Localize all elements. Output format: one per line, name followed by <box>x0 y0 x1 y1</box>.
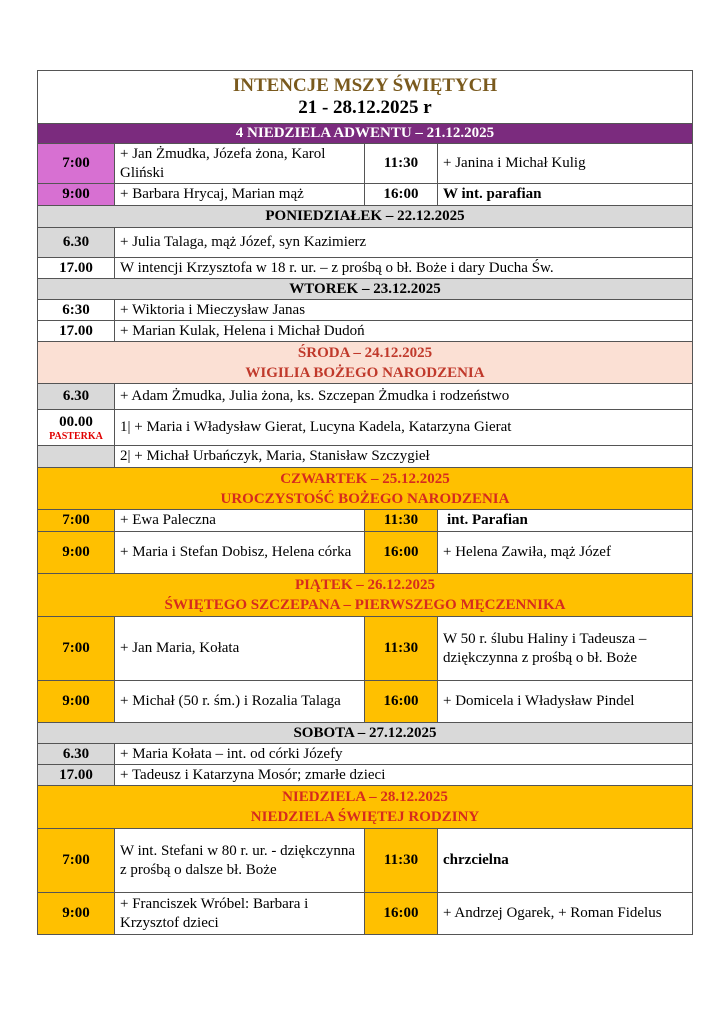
mass-intention: + Maria i Stefan Dobisz, Helena córka <box>120 544 352 560</box>
day-heading-sunday-holy-family: NIEDZIELA – 28.12.2025 NIEDZIELA ŚWIĘTEJ RODZINY <box>38 786 692 829</box>
mass-row <box>38 893 692 935</box>
mass-intention: + Maria Kołata – int. od córki Józefy <box>120 745 343 762</box>
mass-row <box>38 744 692 765</box>
mass-row <box>38 829 692 893</box>
mass-row <box>38 446 692 468</box>
mass-intention: + Janina i Michał Kulig <box>443 155 586 171</box>
mass-time: 17.00 <box>38 765 115 785</box>
mass-time: 00.00 <box>59 413 93 430</box>
mass-intention: 1| + Maria i Władysław Gierat, Lucyna Kadela, Katarzyna Gierat <box>120 419 512 435</box>
mass-time: 16:00 <box>364 184 438 205</box>
mass-intention: + Barbara Hrycaj, Marian mąż <box>120 186 304 202</box>
day-heading-sunday-advent: 4 NIEDZIELA ADWENTU – 21.12.2025 <box>38 124 692 144</box>
mass-intention: int. Parafian <box>447 512 528 528</box>
mass-row <box>38 765 692 786</box>
mass-time: 11:30 <box>364 617 438 680</box>
mass-time: 9:00 <box>38 681 115 722</box>
header <box>38 71 692 124</box>
mass-row <box>38 681 692 723</box>
day-heading-wednesday: ŚRODA – 24.12.2025 WIGILIA BOŻEGO NARODZENIA <box>38 342 692 384</box>
mass-row <box>38 300 692 321</box>
mass-row <box>38 144 692 184</box>
mass-row <box>38 410 692 446</box>
mass-time-cell <box>38 410 115 445</box>
mass-intention: + Julia Talaga, mąż Józef, syn Kazimierz <box>120 234 367 250</box>
mass-time: 7:00 <box>38 829 115 892</box>
mass-time: 6:30 <box>38 300 115 320</box>
mass-intention: W int. Stefani w 80 r. ur. - dziękczynna z prośbą o dalsze bł. Boże <box>120 842 356 878</box>
pasterka-label: PASTERKA <box>49 430 103 442</box>
mass-time: 11:30 <box>364 144 438 183</box>
mass-time: 6.30 <box>38 744 115 764</box>
mass-row <box>38 228 692 258</box>
mass-row <box>38 321 692 342</box>
mass-intention: W int. parafian <box>443 186 542 202</box>
date-range: 21 - 28.12.2025 r <box>298 97 432 118</box>
mass-intention: chrzcielna <box>443 852 509 868</box>
mass-time: 6.30 <box>38 228 115 257</box>
mass-intention: 2| + Michał Urbańczyk, Maria, Stanisław Szczygieł <box>120 448 430 464</box>
mass-time: 9:00 <box>38 893 115 934</box>
mass-row <box>38 510 692 532</box>
day-heading-saturday: SOBOTA – 27.12.2025 <box>38 723 692 744</box>
day-heading-thursday: CZWARTEK – 25.12.2025 UROCZYSTOŚĆ BOŻEGO NARODZENIA <box>38 468 692 510</box>
mass-intention: + Michał (50 r. śm.) i Rozalia Talaga <box>120 693 341 709</box>
mass-time: 17.00 <box>38 321 115 341</box>
mass-intention: + Jan Maria, Kołata <box>120 640 240 656</box>
mass-time: 9:00 <box>38 184 115 205</box>
mass-intention: + Andrzej Ogarek, + Roman Fidelus <box>443 905 662 921</box>
mass-intention: W 50 r. ślubu Haliny i Tadeusza – dziękczynna z prośbą o bł. Boże <box>443 630 647 666</box>
mass-row <box>38 258 692 279</box>
page-title: INTENCJE MSZY ŚWIĘTYCH <box>232 75 498 96</box>
mass-row <box>38 384 692 410</box>
intentions-table <box>37 70 693 935</box>
mass-time: 7:00 <box>38 617 115 680</box>
mass-time: 16:00 <box>364 532 438 573</box>
mass-time: 7:00 <box>38 510 115 531</box>
mass-intention: + Tadeusz i Katarzyna Mosór; zmarłe dzieci <box>120 766 386 783</box>
mass-intention: + Domicela i Władysław Pindel <box>443 693 635 709</box>
mass-time: 9:00 <box>38 532 115 573</box>
day-heading-monday: PONIEDZIAŁEK – 22.12.2025 <box>38 206 692 228</box>
mass-intention: + Wiktoria i Mieczysław Janas <box>120 301 306 318</box>
mass-time: 16:00 <box>364 893 438 934</box>
mass-row <box>38 184 692 206</box>
day-heading-tuesday: WTOREK – 23.12.2025 <box>38 279 692 300</box>
mass-intention: + Franciszek Wróbel: Barbara i Krzysztof dzieci <box>120 895 309 931</box>
mass-time: 11:30 <box>364 829 438 892</box>
mass-time: 7:00 <box>38 144 115 183</box>
mass-time: 6.30 <box>38 384 115 409</box>
mass-time: 11:30 <box>364 510 438 531</box>
mass-intention: + Adam Żmudka, Julia żona, ks. Szczepan Żmudka i rodzeństwo <box>120 388 510 404</box>
mass-time: 16:00 <box>364 681 438 722</box>
mass-intention: + Jan Żmudka, Józefa żona, Karol Gliński <box>120 145 326 181</box>
mass-intention: + Ewa Paleczna <box>120 512 216 528</box>
mass-time <box>38 446 115 467</box>
mass-intention: + Helena Zawiła, mąż Józef <box>443 544 611 560</box>
mass-intention: W intencji Krzysztofa w 18 r. ur. – z prośbą o bł. Boże i dary Ducha Św. <box>120 259 554 276</box>
mass-time: 17.00 <box>38 258 115 278</box>
day-heading-friday: PIĄTEK – 26.12.2025 ŚWIĘTEGO SZCZEPANA – PIERWSZEGO MĘCZENNIKA <box>38 574 692 617</box>
mass-intention: + Marian Kulak, Helena i Michał Dudoń <box>120 322 365 339</box>
mass-row <box>38 532 692 574</box>
mass-row <box>38 617 692 681</box>
